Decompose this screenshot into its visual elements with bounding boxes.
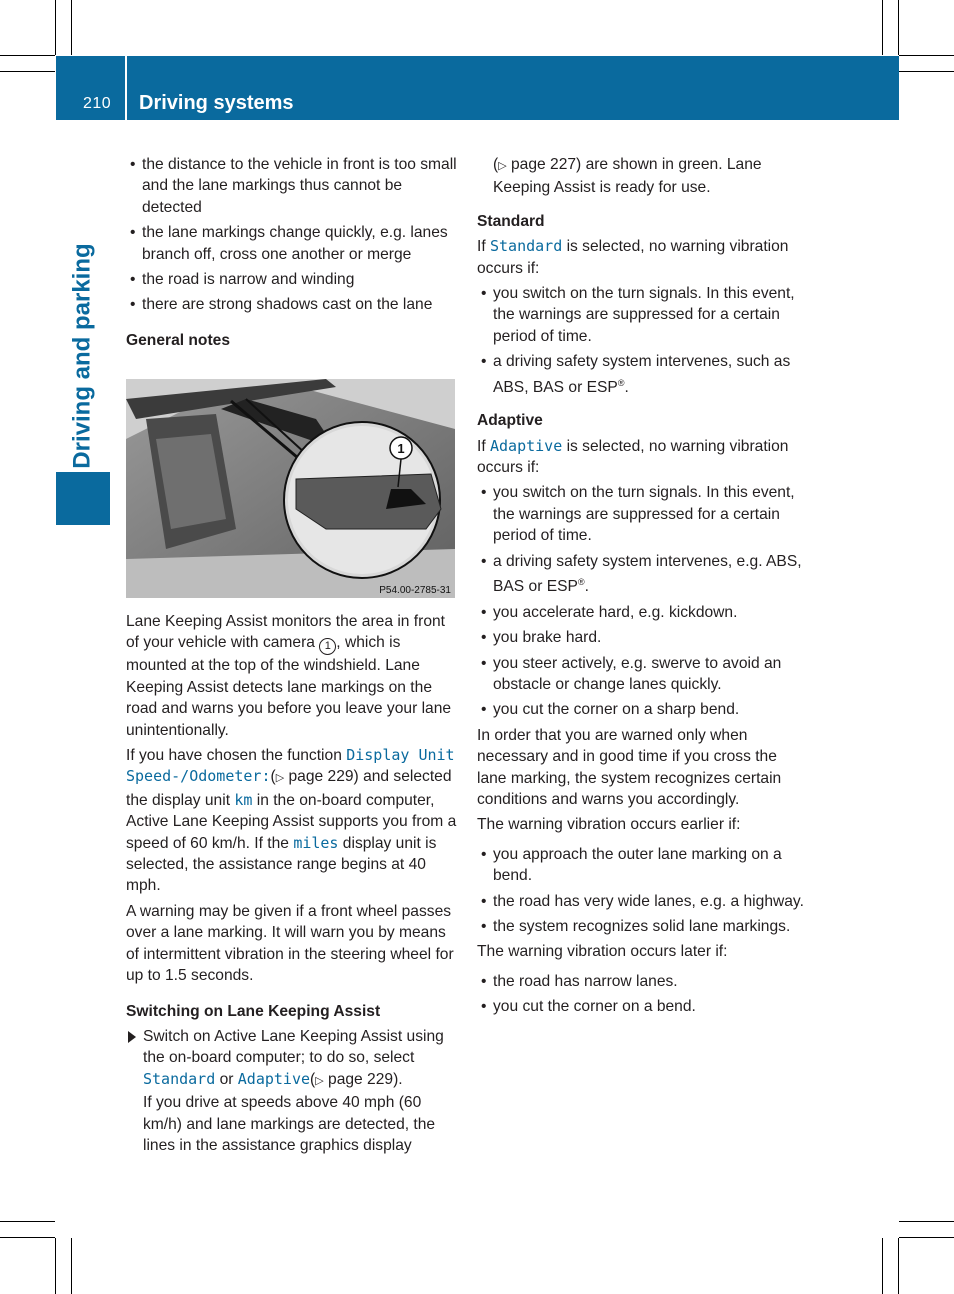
list-item: • the road has very wide lanes, e.g. a highway. — [477, 891, 809, 912]
chapter-tab-label — [56, 240, 110, 472]
figure-code: P54.00-2785-31 — [379, 585, 451, 596]
crop-mark — [71, 0, 72, 55]
unit-term: miles — [293, 833, 339, 852]
text: . — [584, 578, 589, 596]
paragraph: (▷ page 227) are shown in green. Lane Keeping Assist is ready for use. — [493, 156, 762, 197]
list-item: • you accelerate hard, e.g. kickdown. — [477, 602, 809, 623]
paragraph — [126, 611, 459, 741]
menu-term: Adaptive — [490, 436, 563, 455]
crop-mark — [899, 71, 954, 72]
list-item: • you cut the corner on a sharp bend. — [477, 699, 809, 720]
unit-term: km — [234, 790, 253, 809]
crop-mark — [0, 1221, 55, 1222]
left-column-bottom — [126, 611, 459, 1156]
text: display unit is selected, the assistance range begins at 40 mph. — [126, 834, 437, 895]
registered-mark: ® — [617, 377, 625, 388]
step-arrow-icon — [128, 1031, 136, 1043]
crop-mark — [882, 0, 883, 55]
text: is selected, no warning vibration occurs if: — [477, 437, 789, 477]
text: Switch on Active Lane Keeping Assist using the on-board computer; to do so, select — [143, 1027, 444, 1067]
camera-marker: 1 — [319, 638, 336, 655]
menu-term: Standard — [143, 1069, 216, 1088]
text: in the on-board computer, Active Lane Keeping Assist supports you from a speed of 60 km/h. If the — [126, 791, 457, 852]
menu-term: Display Unit Speed-/Odometer: — [126, 746, 455, 786]
crop-mark — [899, 1237, 954, 1238]
list-item: • you switch on the turn signals. In this event, the warnings are suppressed for a certain period of time. — [477, 482, 809, 546]
text: , which is mounted at the top of the windshield. Lane Keeping Assist detects lane markings on the road and warns you before you leave your lane unintentionally. — [126, 634, 452, 739]
paragraph — [477, 436, 809, 479]
paragraph: In order that you are warned only when necessary and in good time if you cross the lane marking, the system recognizes certain conditions and warns you accordingly. — [477, 726, 782, 808]
paragraph — [477, 236, 809, 279]
list-item: • there are strong shadows cast on the lane — [126, 294, 459, 315]
left-column-top — [126, 154, 459, 355]
list-item: • the system recognizes solid lane markings. — [477, 916, 809, 937]
page-ref-arrow-icon: ▷ — [275, 772, 285, 785]
text: If — [477, 238, 490, 256]
text: or — [215, 1070, 238, 1088]
paragraph: The warning vibration occurs later if: — [477, 943, 728, 961]
menu-term: Adaptive — [237, 1069, 311, 1088]
adaptive-heading: Adaptive — [477, 412, 543, 430]
text: If you drive at speeds above 40 mph (60 km/h) and lane markings are detected, the lines in the assistance graphics display — [143, 1094, 436, 1154]
list-item: • the distance to the vehicle in front is too small and the lane markings thus cannot be detected — [126, 154, 459, 218]
text: a driving safety system intervenes, e.g. ABS, BAS or ESP — [493, 552, 802, 596]
section-title: Driving systems — [139, 92, 294, 114]
camera-illustration — [126, 379, 455, 598]
menu-term: Standard — [490, 237, 563, 256]
page-ref-arrow-icon: ▷ — [498, 160, 507, 172]
page-ref: page 229) and selected the display unit — [126, 768, 452, 809]
list-item: • you brake hard. — [477, 627, 809, 648]
right-column — [477, 154, 809, 1022]
text: If — [477, 437, 490, 455]
callout-number: 1 — [397, 441, 405, 456]
list-item: • you switch on the turn signals. In this event, the warnings are suppressed for a certain period of time. — [477, 283, 809, 347]
instruction-step: Switch on Active Lane Keeping Assist using the on-board computer; to do so, select Standard or Adaptive(▷ page 229). If you drive at speeds above 40 mph (60 km/h) and lane markings are detected, the lines in the assistance graphics display — [126, 1026, 459, 1156]
switching-heading: Switching on Lane Keeping Assist — [126, 1002, 381, 1020]
text: a driving safety system intervenes, such as ABS, BAS or ESP — [493, 353, 791, 396]
crop-mark — [71, 1238, 72, 1294]
list-item: • the road is narrow and winding — [126, 269, 459, 290]
text: . — [624, 378, 629, 396]
paragraph: The warning vibration occurs earlier if: — [477, 816, 741, 834]
text: Lane Keeping Assist monitors the area in front of your vehicle with camera — [126, 613, 445, 652]
list-item: • the lane markings change quickly, e.g. lanes branch off, cross one another or merge — [126, 222, 459, 265]
text: page 227) are shown in green. Lane Keeping Assist is ready for use. — [493, 156, 762, 197]
header-divider — [125, 56, 127, 120]
crop-mark — [0, 55, 55, 56]
text: is selected, no warning vibration occurs if: — [477, 238, 789, 277]
chapter-title: Driving and parking — [69, 243, 96, 469]
page-header — [56, 56, 899, 120]
text: If you have chosen the function — [126, 747, 347, 765]
crop-mark — [899, 55, 954, 56]
list-item: • you steer actively, e.g. swerve to avoid an obstacle or change lanes quickly. — [477, 653, 809, 696]
crop-mark — [899, 1221, 954, 1222]
standard-heading: Standard — [477, 212, 545, 230]
general-notes-heading: General notes — [126, 331, 230, 349]
registered-mark: ® — [577, 577, 585, 588]
paragraph: A warning may be given if a front wheel passes over a lane marking. It will warn you by means of intermittent vibration in the steering wheel for up to 1.5 seconds. — [126, 902, 454, 985]
page-ref: page 229). — [323, 1070, 403, 1088]
crop-mark — [0, 71, 55, 72]
crop-mark — [55, 1238, 56, 1294]
crop-mark — [898, 0, 899, 55]
list-item — [477, 551, 809, 598]
crop-mark — [882, 1238, 883, 1294]
list-item — [477, 351, 809, 398]
paragraph: If you have chosen the function Display Unit Speed-/Odometer:(▷ page 229) and selected the display unit km in the on-board computer, Active Lane Keeping Assist supports you from a speed of 60 km/h. If the miles display unit is selected, the assistance range begins at 40 mph. — [126, 746, 457, 895]
page-ref-arrow-icon: ▷ — [315, 1074, 324, 1087]
list-item: • you cut the corner on a bend. — [477, 996, 809, 1017]
crop-mark — [55, 0, 56, 55]
car-interior-image — [126, 379, 455, 598]
list-item: • the road has narrow lanes. — [477, 971, 809, 992]
page-number: 210 — [83, 95, 112, 112]
crop-mark — [898, 1238, 899, 1294]
crop-mark — [0, 1237, 55, 1238]
list-item: • you approach the outer lane marking on a bend. — [477, 844, 809, 887]
